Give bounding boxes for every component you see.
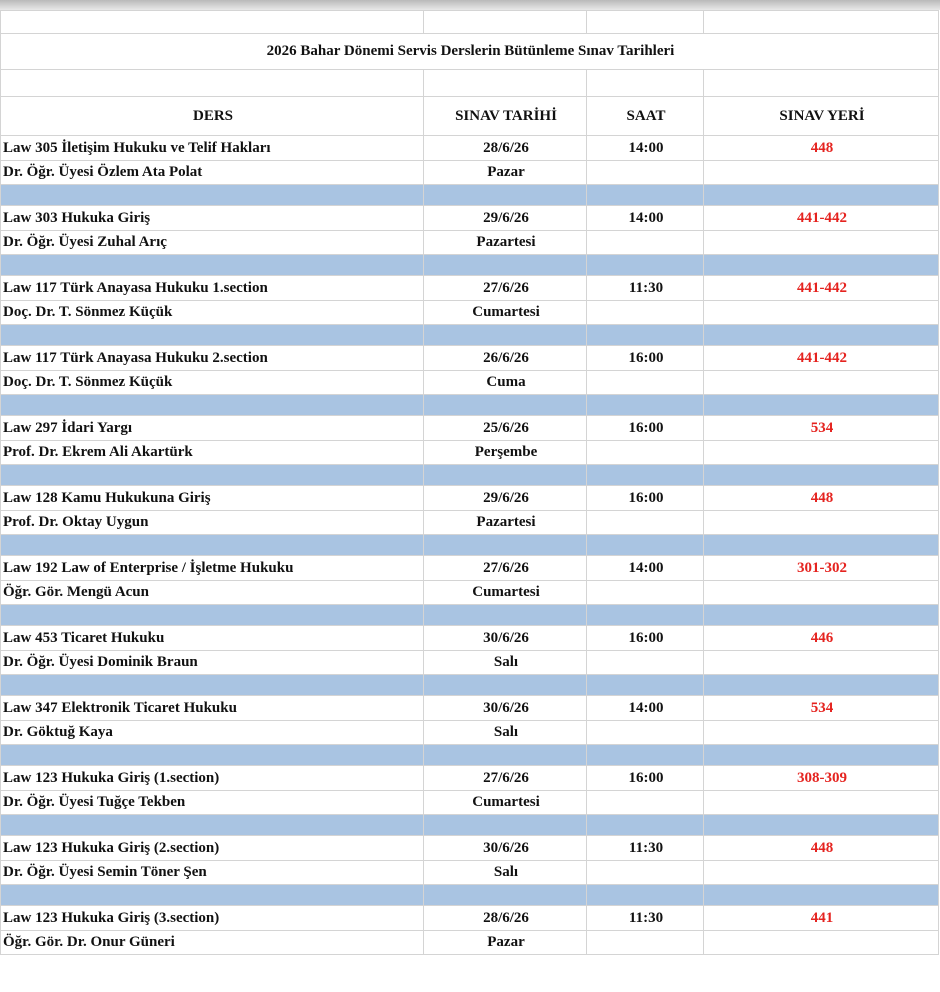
- exam-time-cell[interactable]: 16:00: [587, 766, 704, 791]
- exam-day-cell[interactable]: Pazartesi: [424, 231, 587, 255]
- table-row-instructor: [1, 371, 939, 395]
- exam-time-cell[interactable]: 11:30: [587, 276, 704, 301]
- exam-room-cell[interactable]: 448: [704, 136, 939, 161]
- separator-row: [1, 395, 939, 416]
- separator-row: [1, 745, 939, 766]
- separator-cell[interactable]: [704, 255, 939, 276]
- separator-cell[interactable]: [424, 675, 587, 696]
- exam-day-cell[interactable]: Cumartesi: [424, 791, 587, 815]
- table-row-instructor: [1, 231, 939, 255]
- table-row-course: [1, 766, 939, 791]
- exam-day-cell[interactable]: Pazar: [424, 161, 587, 185]
- exam-time-cell[interactable]: 14:00: [587, 696, 704, 721]
- course-cell[interactable]: Law 123 Hukuka Giriş (2.section): [1, 836, 424, 861]
- table-row-course: [1, 486, 939, 511]
- cell-empty[interactable]: [704, 721, 939, 745]
- cell-empty[interactable]: [704, 11, 939, 34]
- table-row-instructor: [1, 931, 939, 955]
- cell-empty[interactable]: [587, 11, 704, 34]
- cell-empty[interactable]: [587, 70, 704, 97]
- exam-day-cell[interactable]: Cuma: [424, 371, 587, 395]
- separator-cell[interactable]: [424, 185, 587, 206]
- separator-cell[interactable]: [704, 815, 939, 836]
- cell-empty[interactable]: [704, 161, 939, 185]
- separator-row: [1, 675, 939, 696]
- exam-schedule-table: [0, 10, 939, 955]
- course-cell[interactable]: Law 305 İletişim Hukuku ve Telif Hakları: [1, 136, 424, 161]
- separator-cell[interactable]: [424, 605, 587, 626]
- cell-empty[interactable]: [587, 231, 704, 255]
- separator-row: [1, 465, 939, 486]
- cell-empty[interactable]: [1, 11, 424, 34]
- course-cell[interactable]: Law 117 Türk Anayasa Hukuku 1.section: [1, 276, 424, 301]
- exam-room-cell[interactable]: 441: [704, 906, 939, 931]
- instructor-cell[interactable]: Öğr. Gör. Dr. Onur Güneri: [1, 931, 424, 955]
- cell-empty[interactable]: [587, 371, 704, 395]
- table-row-instructor: [1, 861, 939, 885]
- exam-date-cell[interactable]: 29/6/26: [424, 486, 587, 511]
- exam-date-cell[interactable]: 28/6/26: [424, 136, 587, 161]
- course-cell[interactable]: Law 117 Türk Anayasa Hukuku 2.section: [1, 346, 424, 371]
- cell-empty[interactable]: [587, 301, 704, 325]
- separator-cell[interactable]: [704, 745, 939, 766]
- cell-empty[interactable]: [704, 301, 939, 325]
- cell-empty[interactable]: [1, 70, 424, 97]
- table-row-instructor: [1, 581, 939, 605]
- exam-date-cell[interactable]: 30/6/26: [424, 696, 587, 721]
- cell-empty[interactable]: [587, 581, 704, 605]
- separator-cell[interactable]: [1, 675, 424, 696]
- instructor-cell[interactable]: Doç. Dr. T. Sönmez Küçük: [1, 301, 424, 325]
- separator-cell[interactable]: [424, 395, 587, 416]
- cell-empty[interactable]: [704, 441, 939, 465]
- course-cell[interactable]: Law 123 Hukuka Giriş (3.section): [1, 906, 424, 931]
- exam-room-cell[interactable]: 534: [704, 696, 939, 721]
- separator-row: [1, 535, 939, 556]
- course-cell[interactable]: Law 123 Hukuka Giriş (1.section): [1, 766, 424, 791]
- table-row-course: [1, 906, 939, 931]
- separator-cell[interactable]: [704, 185, 939, 206]
- exam-time-cell[interactable]: 14:00: [587, 556, 704, 581]
- exam-time-cell[interactable]: 14:00: [587, 206, 704, 231]
- separator-cell[interactable]: [587, 535, 704, 556]
- exam-day-cell[interactable]: Salı: [424, 651, 587, 675]
- separator-cell[interactable]: [587, 675, 704, 696]
- cell-empty[interactable]: [587, 441, 704, 465]
- table-row-instructor: [1, 441, 939, 465]
- exam-date-cell[interactable]: 29/6/26: [424, 206, 587, 231]
- separator-cell[interactable]: [587, 325, 704, 346]
- exam-day-cell[interactable]: Cumartesi: [424, 581, 587, 605]
- instructor-cell[interactable]: Prof. Dr. Oktay Uygun: [1, 511, 424, 535]
- instructor-cell[interactable]: Doç. Dr. T. Sönmez Küçük: [1, 371, 424, 395]
- separator-cell[interactable]: [424, 745, 587, 766]
- separator-cell[interactable]: [587, 395, 704, 416]
- exam-time-cell[interactable]: 16:00: [587, 416, 704, 441]
- separator-cell[interactable]: [1, 885, 424, 906]
- table-row-course: [1, 626, 939, 651]
- exam-room-cell[interactable]: 308-309: [704, 766, 939, 791]
- table-row-instructor: [1, 721, 939, 745]
- exam-time-cell[interactable]: 11:30: [587, 836, 704, 861]
- cell-empty[interactable]: [587, 931, 704, 955]
- separator-cell[interactable]: [1, 745, 424, 766]
- cell-empty[interactable]: [587, 161, 704, 185]
- cell-empty[interactable]: [704, 581, 939, 605]
- exam-day-cell[interactable]: Cumartesi: [424, 301, 587, 325]
- instructor-cell[interactable]: Dr. Öğr. Üyesi Semin Töner Şen: [1, 861, 424, 885]
- separator-cell[interactable]: [424, 255, 587, 276]
- course-cell[interactable]: Law 453 Ticaret Hukuku: [1, 626, 424, 651]
- separator-row: [1, 255, 939, 276]
- separator-row: [1, 325, 939, 346]
- separator-cell[interactable]: [424, 465, 587, 486]
- page-title[interactable]: 2026 Bahar Dönemi Servis Derslerin Bütünleme Sınav Tarihleri: [1, 34, 939, 70]
- course-cell[interactable]: Law 347 Elektronik Ticaret Hukuku: [1, 696, 424, 721]
- table-row-course: [1, 276, 939, 301]
- exam-room-cell[interactable]: 301-302: [704, 556, 939, 581]
- instructor-cell[interactable]: Prof. Dr. Ekrem Ali Akartürk: [1, 441, 424, 465]
- cell-empty[interactable]: [424, 11, 587, 34]
- exam-time-cell[interactable]: 16:00: [587, 486, 704, 511]
- cell-empty[interactable]: [587, 791, 704, 815]
- exam-day-cell[interactable]: Perşembe: [424, 441, 587, 465]
- exam-room-cell[interactable]: 446: [704, 626, 939, 651]
- separator-cell[interactable]: [704, 535, 939, 556]
- separator-row: [1, 815, 939, 836]
- cell-empty[interactable]: [704, 231, 939, 255]
- exam-date-cell[interactable]: 27/6/26: [424, 276, 587, 301]
- cell-empty[interactable]: [587, 511, 704, 535]
- column-header-room[interactable]: SINAV YERİ: [704, 97, 939, 136]
- table-row-instructor: [1, 651, 939, 675]
- cell-empty[interactable]: [587, 861, 704, 885]
- separator-cell[interactable]: [704, 605, 939, 626]
- separator-cell[interactable]: [424, 535, 587, 556]
- separator-cell[interactable]: [587, 815, 704, 836]
- separator-cell[interactable]: [1, 395, 424, 416]
- column-header-time[interactable]: SAAT: [587, 97, 704, 136]
- column-header-course[interactable]: DERS: [1, 97, 424, 136]
- separator-cell[interactable]: [424, 325, 587, 346]
- separator-cell[interactable]: [1, 605, 424, 626]
- course-cell[interactable]: Law 297 İdari Yargı: [1, 416, 424, 441]
- separator-cell[interactable]: [704, 465, 939, 486]
- separator-cell[interactable]: [424, 815, 587, 836]
- exam-date-cell[interactable]: 25/6/26: [424, 416, 587, 441]
- separator-cell[interactable]: [1, 255, 424, 276]
- cell-empty[interactable]: [704, 651, 939, 675]
- exam-time-cell[interactable]: 16:00: [587, 346, 704, 371]
- instructor-cell[interactable]: Dr. Öğr. Üyesi Dominik Braun: [1, 651, 424, 675]
- exam-day-cell[interactable]: Pazar: [424, 931, 587, 955]
- exam-date-cell[interactable]: 30/6/26: [424, 836, 587, 861]
- separator-cell[interactable]: [704, 395, 939, 416]
- table-row-course: [1, 696, 939, 721]
- instructor-cell[interactable]: Dr. Öğr. Üyesi Zuhal Arıç: [1, 231, 424, 255]
- exam-room-cell[interactable]: 534: [704, 416, 939, 441]
- exam-date-cell[interactable]: 27/6/26: [424, 766, 587, 791]
- separator-cell[interactable]: [1, 185, 424, 206]
- separator-cell[interactable]: [587, 255, 704, 276]
- course-cell[interactable]: Law 128 Kamu Hukukuna Giriş: [1, 486, 424, 511]
- separator-cell[interactable]: [704, 885, 939, 906]
- exam-day-cell[interactable]: Salı: [424, 861, 587, 885]
- exam-room-cell[interactable]: 441-442: [704, 346, 939, 371]
- exam-day-cell[interactable]: Salı: [424, 721, 587, 745]
- table-row-course: [1, 206, 939, 231]
- cell-empty[interactable]: [704, 70, 939, 97]
- table-row-course: [1, 556, 939, 581]
- window-top-shadow: [0, 0, 940, 10]
- separator-cell[interactable]: [1, 325, 424, 346]
- exam-day-cell[interactable]: Pazartesi: [424, 511, 587, 535]
- cell-empty[interactable]: [704, 511, 939, 535]
- table-row-course: [1, 416, 939, 441]
- instructor-cell[interactable]: Dr. Öğr. Üyesi Özlem Ata Polat: [1, 161, 424, 185]
- separator-cell[interactable]: [1, 535, 424, 556]
- exam-room-cell[interactable]: 448: [704, 486, 939, 511]
- separator-cell[interactable]: [587, 745, 704, 766]
- cell-empty[interactable]: [704, 791, 939, 815]
- exam-time-cell[interactable]: 11:30: [587, 906, 704, 931]
- table-row-course: [1, 836, 939, 861]
- separator-cell[interactable]: [1, 465, 424, 486]
- instructor-cell[interactable]: Öğr. Gör. Mengü Acun: [1, 581, 424, 605]
- table-row-instructor: [1, 791, 939, 815]
- exam-date-cell[interactable]: 28/6/26: [424, 906, 587, 931]
- course-cell[interactable]: Law 303 Hukuka Giriş: [1, 206, 424, 231]
- cell-empty[interactable]: [704, 931, 939, 955]
- table-row-course: [1, 136, 939, 161]
- separator-cell[interactable]: [587, 185, 704, 206]
- instructor-cell[interactable]: Dr. Göktuğ Kaya: [1, 721, 424, 745]
- separator-cell[interactable]: [587, 465, 704, 486]
- cell-empty[interactable]: [424, 70, 587, 97]
- exam-room-cell[interactable]: 441-442: [704, 206, 939, 231]
- separator-row: [1, 605, 939, 626]
- cell-empty[interactable]: [704, 371, 939, 395]
- course-cell[interactable]: Law 192 Law of Enterprise / İşletme Hukuku: [1, 556, 424, 581]
- cell-empty[interactable]: [704, 861, 939, 885]
- exam-room-cell[interactable]: 441-442: [704, 276, 939, 301]
- exam-date-cell[interactable]: 26/6/26: [424, 346, 587, 371]
- cell-empty[interactable]: [587, 651, 704, 675]
- separator-cell[interactable]: [424, 885, 587, 906]
- separator-cell[interactable]: [587, 885, 704, 906]
- table-row-instructor: [1, 511, 939, 535]
- exam-time-cell[interactable]: 14:00: [587, 136, 704, 161]
- table-row-course: [1, 346, 939, 371]
- exam-room-cell[interactable]: 448: [704, 836, 939, 861]
- separator-row: [1, 185, 939, 206]
- separator-cell[interactable]: [704, 675, 939, 696]
- cell-empty[interactable]: [587, 721, 704, 745]
- separator-cell[interactable]: [1, 815, 424, 836]
- separator-row: [1, 885, 939, 906]
- separator-cell[interactable]: [587, 605, 704, 626]
- table-row-instructor: [1, 301, 939, 325]
- separator-cell[interactable]: [704, 325, 939, 346]
- column-header-date[interactable]: SINAV TARİHİ: [424, 97, 587, 136]
- instructor-cell[interactable]: Dr. Öğr. Üyesi Tuğçe Tekben: [1, 791, 424, 815]
- exam-date-cell[interactable]: 27/6/26: [424, 556, 587, 581]
- exam-time-cell[interactable]: 16:00: [587, 626, 704, 651]
- exam-date-cell[interactable]: 30/6/26: [424, 626, 587, 651]
- table-row-instructor: [1, 161, 939, 185]
